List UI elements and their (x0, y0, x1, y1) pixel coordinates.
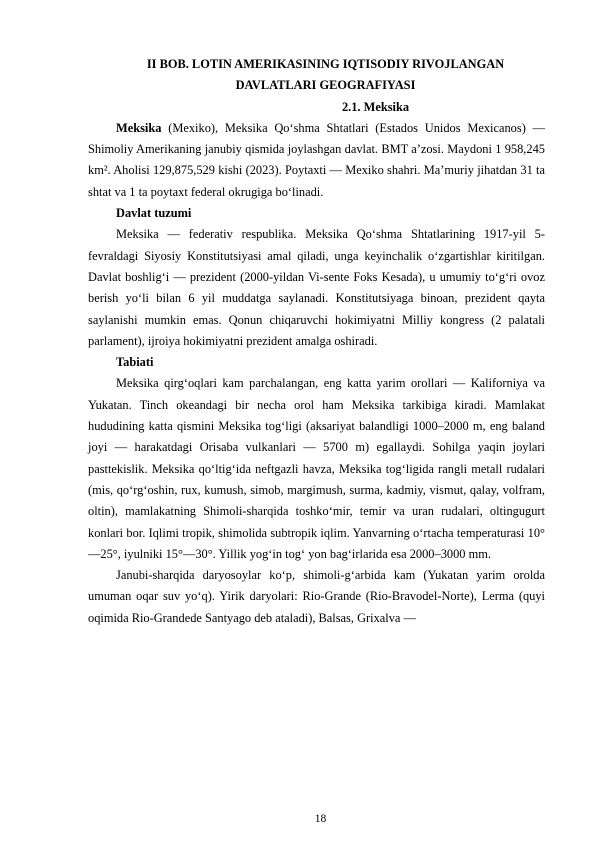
heading-nature: Tabiati (116, 355, 154, 370)
intro-lead-term: Meksika (116, 120, 162, 135)
heading-government: Davlat tuzumi (116, 206, 192, 221)
section-title: 2.1. Meksika (341, 99, 410, 114)
intro-paragraph (88, 118, 545, 203)
page-number: 18 (314, 813, 327, 825)
intro-text: (Mexiko), Meksika Qo‘shma Shtatlari (Estados Unidos Mexicanos) — Shimoliy Amerikaning janubiy qismida joylashgan davlat. BMT a’zosi. Maydoni 1 958,245 km². Aholisi 129,875,529 kishi (2023). Poytaxti — Mexiko shahri. Ma’muriy jihatdan 31 ta shtat va 1 ta poytaxt federal okrugiga bo‘linadi. (88, 120, 545, 199)
chapter-title-line-2: DAVLATLARI GEOGRAFIYASI (235, 78, 416, 93)
rivers-paragraph: Janubi-sharqida daryosoylar ko‘p, shimoli-g‘arbida kam (Yukatan yarim orolda umuman oqar suv yo‘q). Yirik daryolari: Rio-Grande (Rio-Bravodel-Norte), Lerma (quyi oqimida Rio-Grandede Santyago deb ataladi), Balsas, Grixalva — (88, 568, 545, 625)
chapter-title-line-1: II BOB. LOTIN AMERIKASINING IQTISODIY RIVOJLANGAN (146, 57, 505, 71)
government-paragraph: Meksika — federativ respublika. Meksika Qo‘shma Shtatlarining 1917-yil 5-fevraldagi Siyosiy Konstitutsiyasi amal qiladi, unga keyinchalik o‘zgartishlar kiritilgan. Davlat boshlig‘i — prezident (2000-yildan Vi-sente Foks Kesada), u umumiy to‘g‘ri ovoz berish yo‘li bilan 6 yil muddatga saylanadi. Konstitutsiyaga binoan, prezident qayta saylanishi mumkin emas. Qonun chiqaruvchi hokimiyatni Milliy kongress (2 palatali parlament), ijroiya hokimiyatni prezident amalga oshiradi. (88, 227, 545, 348)
chapter-title (88, 54, 545, 97)
nature-paragraph: Meksika qirg‘oqlari kam parchalangan, eng katta yarim orollari — Kaliforniya va Yukatan. Tinch okeandagi bir necha orol ham Meksika tarkibiga kiradi. Mamlakat hududining katta qismini Meksika tog‘ligi (aksariyat balandligi 1000–2000 m, eng baland joyi — harakatdagi Orisaba vulkanlari — 5700 m) egallaydi. Sohilga yaqin joylari pasttekislik. Meksika qo‘ltig‘ida neftgazli havza, Meksika tog‘ligida rangli metall rudalari (mis, qo‘rg‘oshin, rux, kumush, simob, margimush, surma, kadmiy, vismut, qalay, volfram, oltin), mamlakatning Shimoli-sharqida toshko‘mir, temir va uran rudalari, oltingugurt konlari bor. Iqlimi tropik, shimolida subtropik iqlim. Yanvarning o‘rtacha temperaturasi 10°—25°, iyulniki 15°—30°. Yillik yog‘in tog‘ yon bag‘irlarida esa 2000–3000 mm. (88, 376, 545, 561)
page-content (88, 54, 545, 629)
